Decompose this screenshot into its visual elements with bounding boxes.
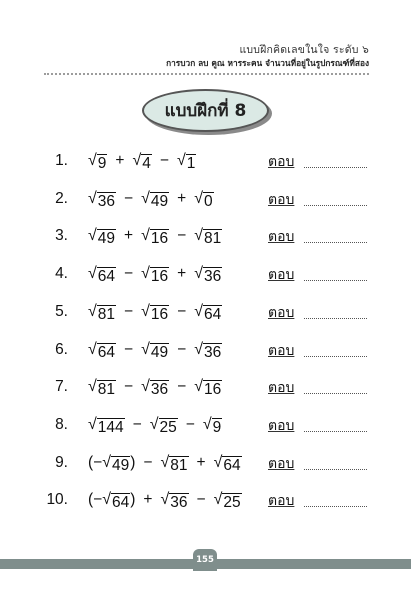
radical-sign-icon: √ xyxy=(88,265,97,283)
square-root-term xyxy=(88,152,107,172)
square-root-term xyxy=(194,341,222,361)
operator: + xyxy=(124,227,134,245)
radical xyxy=(88,379,116,398)
radical xyxy=(102,455,130,474)
radical-sign-icon: √ xyxy=(88,152,97,169)
problem-expression xyxy=(88,152,204,172)
problem-row xyxy=(0,188,411,214)
problem-number: 8. xyxy=(55,415,68,433)
problem-number: 2. xyxy=(55,189,68,207)
radical xyxy=(214,492,242,511)
operator: − xyxy=(196,491,206,509)
answer-label: ตอบ xyxy=(268,493,295,510)
answer-blank-field[interactable] xyxy=(304,431,367,432)
open-paren-minus: (− xyxy=(88,453,103,471)
radical-sign-icon: √ xyxy=(141,340,150,358)
radical-sign-icon: √ xyxy=(88,340,97,358)
operator: + xyxy=(196,453,206,471)
radicand: 36 xyxy=(97,192,116,210)
problem-row xyxy=(0,339,411,365)
radical-sign-icon: √ xyxy=(102,453,111,471)
answer-blank-field[interactable] xyxy=(304,280,367,281)
radicand: 9 xyxy=(212,418,222,436)
radicand: 16 xyxy=(150,305,169,323)
answer-blank-field[interactable] xyxy=(304,506,367,507)
operator: − xyxy=(177,302,187,320)
problem-row xyxy=(0,263,411,289)
radicand: 49 xyxy=(150,343,169,361)
square-root-term xyxy=(141,341,169,361)
radical xyxy=(194,266,222,285)
answer-blank-field[interactable] xyxy=(304,356,367,357)
problem-row xyxy=(0,376,411,402)
radical-sign-icon: √ xyxy=(141,378,150,396)
problem-row xyxy=(0,225,411,251)
problem-row xyxy=(0,150,411,176)
radical xyxy=(102,492,130,511)
book-title: แบบฝึกคิดเลขในใจ ระดับ ๖ xyxy=(239,44,369,56)
radicand: 36 xyxy=(150,381,169,399)
answer-label: ตอบ xyxy=(268,191,295,208)
radical xyxy=(141,304,169,323)
radical xyxy=(141,266,169,285)
radical xyxy=(194,342,222,361)
radical-sign-icon: √ xyxy=(88,189,97,207)
close-paren: ) xyxy=(130,491,136,509)
radicand: 4 xyxy=(142,155,151,172)
radicand: 81 xyxy=(97,305,116,323)
radicand: 16 xyxy=(150,230,169,248)
square-root-term xyxy=(88,190,116,210)
square-root-term xyxy=(150,416,178,436)
radical xyxy=(141,342,169,361)
radicand: 64 xyxy=(112,494,130,512)
square-root-term xyxy=(88,341,116,361)
book-subtitle: การบวก ลบ คูณ หารระคน จำนวนที่อยู่ในรูปกรณฑ์ที่สอง xyxy=(166,58,369,68)
square-root-term xyxy=(88,265,116,285)
radical xyxy=(88,228,116,247)
square-root-term xyxy=(177,152,196,172)
radical-sign-icon: √ xyxy=(194,265,203,283)
square-root-term xyxy=(141,303,169,323)
problem-row xyxy=(0,301,411,327)
problem-row xyxy=(0,489,411,515)
problem-number: 6. xyxy=(55,340,68,358)
problem-expression xyxy=(88,303,230,323)
radical-sign-icon: √ xyxy=(88,302,97,320)
radicand: 0 xyxy=(203,192,213,210)
radical xyxy=(194,228,222,247)
radical-sign-icon: √ xyxy=(149,415,159,433)
answer-label: ตอบ xyxy=(268,380,295,397)
radical-sign-icon: √ xyxy=(194,340,203,358)
operator: − xyxy=(185,415,195,433)
radical-sign-icon: √ xyxy=(194,302,203,320)
radical xyxy=(203,417,222,436)
operator: − xyxy=(124,265,134,283)
square-root-term xyxy=(141,265,169,285)
radicand: 64 xyxy=(97,343,116,361)
radical xyxy=(214,455,242,474)
problem-expression xyxy=(88,454,250,474)
page-number-tab: 155 xyxy=(193,549,217,571)
radical-sign-icon: √ xyxy=(132,152,142,169)
radical-sign-icon: √ xyxy=(194,227,203,245)
answer-blank-field[interactable] xyxy=(304,393,367,394)
radical xyxy=(88,266,116,285)
problem-number: 3. xyxy=(55,227,68,245)
close-paren: ) xyxy=(130,453,136,471)
radical-sign-icon: √ xyxy=(141,265,150,283)
operator: − xyxy=(177,340,187,358)
problem-expression xyxy=(88,227,230,247)
operator: − xyxy=(159,152,169,169)
operator: + xyxy=(177,189,187,207)
radical xyxy=(194,379,222,398)
problem-expression xyxy=(88,491,250,511)
radical xyxy=(88,417,125,436)
operator: − xyxy=(124,189,134,207)
radical xyxy=(160,455,188,474)
operator: − xyxy=(177,227,187,245)
problem-number: 1. xyxy=(55,152,68,169)
answer-label: ตอบ xyxy=(268,154,295,170)
problem-number: 5. xyxy=(55,302,68,320)
radicand: 64 xyxy=(97,268,116,286)
radicand: 49 xyxy=(112,456,130,474)
answer-label: ตอบ xyxy=(268,267,295,284)
operator: + xyxy=(115,152,125,169)
problem-row xyxy=(0,414,411,440)
radical-sign-icon: √ xyxy=(141,227,150,245)
operator: − xyxy=(132,415,142,433)
answer-label: ตอบ xyxy=(268,342,295,359)
square-root-term xyxy=(194,303,222,323)
square-root-term xyxy=(214,454,242,474)
problem-number: 4. xyxy=(55,265,68,283)
radical-sign-icon: √ xyxy=(160,453,170,471)
operator: − xyxy=(124,340,134,358)
radicand: 144 xyxy=(97,418,124,436)
radical xyxy=(141,228,169,247)
radicand: 81 xyxy=(170,456,188,474)
radical xyxy=(194,191,213,210)
square-root-term xyxy=(160,454,188,474)
answer-blank-field[interactable] xyxy=(304,242,367,243)
radical-sign-icon: √ xyxy=(102,491,111,509)
radical-sign-icon: √ xyxy=(141,302,150,320)
radical-sign-icon: √ xyxy=(88,378,97,396)
square-root-term xyxy=(214,491,242,511)
problem-row xyxy=(0,452,411,478)
open-paren-minus: (− xyxy=(88,491,103,509)
answer-label: ตอบ xyxy=(268,229,295,246)
radicand: 36 xyxy=(170,494,188,512)
radicand: 25 xyxy=(223,494,241,512)
square-root-term xyxy=(88,303,116,323)
radical xyxy=(132,153,151,172)
radical xyxy=(160,492,188,511)
operator: − xyxy=(124,378,134,396)
operator: + xyxy=(143,491,153,509)
radical xyxy=(88,304,116,323)
answer-label: ตอบ xyxy=(268,455,295,472)
radicand: 81 xyxy=(97,381,116,399)
radical xyxy=(194,304,222,323)
operator: − xyxy=(124,302,134,320)
answer-blank-field[interactable] xyxy=(304,205,367,206)
problem-expression xyxy=(88,416,230,436)
square-root-term xyxy=(132,152,151,172)
operator: + xyxy=(177,265,187,283)
operator: − xyxy=(177,378,187,396)
problem-expression xyxy=(88,341,230,361)
answer-blank-field[interactable] xyxy=(304,318,367,319)
radical-sign-icon: √ xyxy=(88,415,97,433)
operator: − xyxy=(143,453,153,471)
radical xyxy=(141,379,169,398)
exercise-title-badge: แบบฝึกที่ 8 xyxy=(142,89,269,132)
radicand: 49 xyxy=(150,192,169,210)
radical xyxy=(177,153,196,172)
radical xyxy=(88,153,107,172)
square-root-term xyxy=(88,416,125,436)
radicand: 25 xyxy=(159,418,177,436)
radical-sign-icon: √ xyxy=(88,227,97,245)
radicand: 64 xyxy=(203,305,222,323)
radical-sign-icon: √ xyxy=(141,189,150,207)
answer-label: ตอบ xyxy=(268,417,295,434)
radical xyxy=(88,342,116,361)
radical xyxy=(88,191,116,210)
problem-number: 10. xyxy=(46,491,68,509)
radicand: 16 xyxy=(150,268,169,286)
radicand: 36 xyxy=(203,343,222,361)
square-root-term xyxy=(141,190,169,210)
radicand: 81 xyxy=(203,230,222,248)
radical-sign-icon: √ xyxy=(213,491,223,509)
radicand: 16 xyxy=(203,381,222,399)
problem-expression xyxy=(88,378,230,398)
problem-number: 7. xyxy=(55,378,68,396)
problem-expression xyxy=(88,265,230,285)
radicand: 1 xyxy=(186,155,196,172)
radical-sign-icon: √ xyxy=(160,491,170,509)
answer-blank-field[interactable] xyxy=(304,167,367,168)
negative-square-root-term xyxy=(88,491,135,511)
square-root-term xyxy=(160,491,188,511)
square-root-term xyxy=(203,416,222,436)
radical-sign-icon: √ xyxy=(194,378,203,396)
radical-sign-icon: √ xyxy=(213,453,223,471)
square-root-term xyxy=(194,190,213,210)
square-root-term xyxy=(194,227,222,247)
problem-expression xyxy=(88,190,222,210)
radicand: 49 xyxy=(97,230,116,248)
negative-square-root-term xyxy=(88,454,135,474)
problem-number: 9. xyxy=(55,453,68,471)
square-root-term xyxy=(88,378,116,398)
radical xyxy=(150,417,178,436)
square-root-term xyxy=(141,227,169,247)
radical xyxy=(141,191,169,210)
square-root-term xyxy=(141,378,169,398)
square-root-term xyxy=(88,227,116,247)
square-root-term xyxy=(194,378,222,398)
answer-blank-field[interactable] xyxy=(304,469,367,470)
radical-sign-icon: √ xyxy=(176,152,186,169)
radical-sign-icon: √ xyxy=(202,415,212,433)
square-root-term xyxy=(194,265,222,285)
radicand: 36 xyxy=(203,268,222,286)
radicand: 64 xyxy=(223,456,241,474)
radicand: 9 xyxy=(97,155,107,172)
radical-sign-icon: √ xyxy=(194,189,203,207)
answer-label: ตอบ xyxy=(268,304,295,321)
